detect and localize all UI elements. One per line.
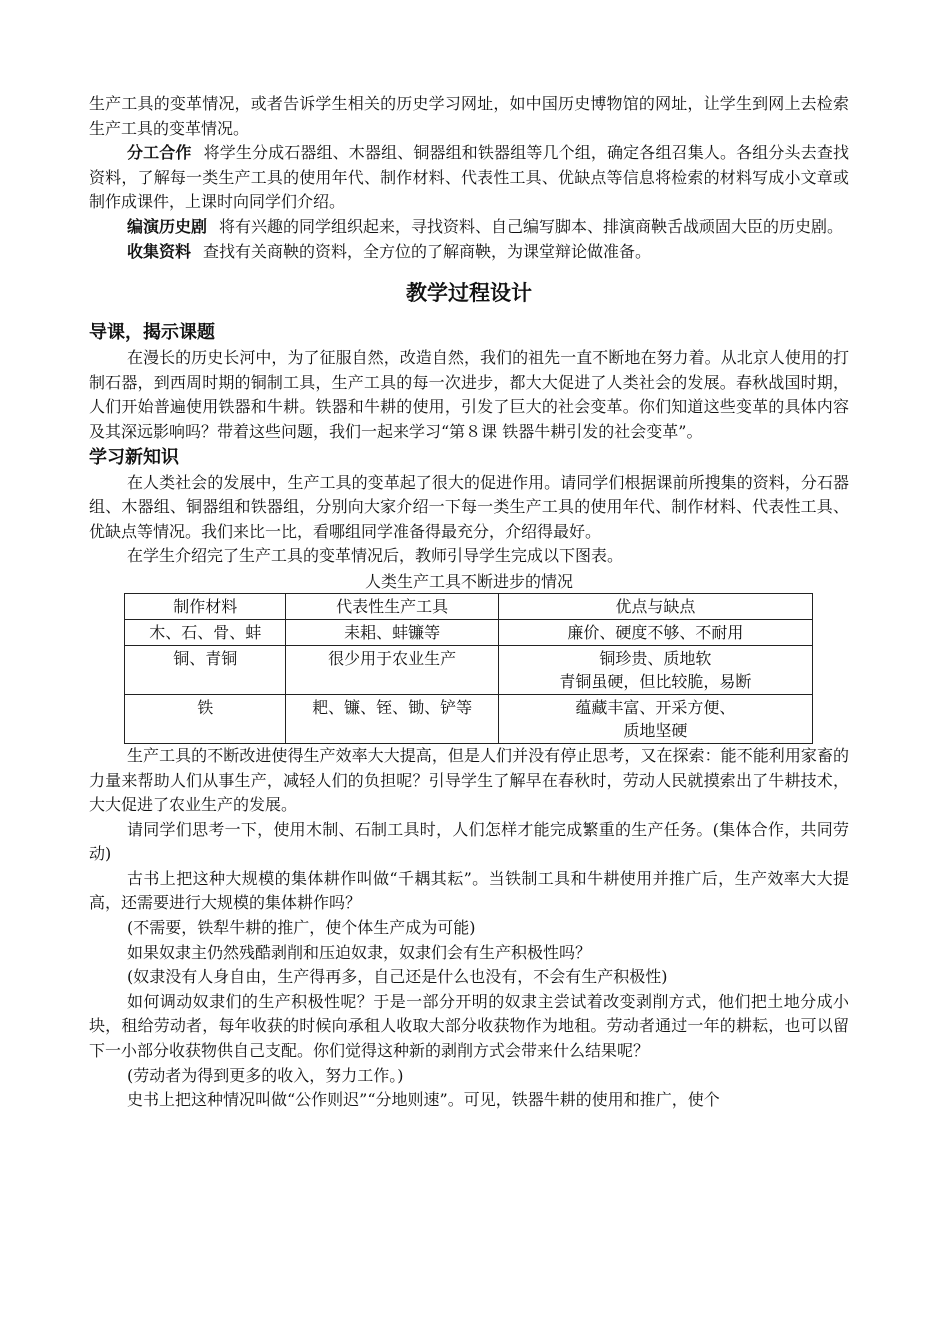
pros-cons-line: 铜珍贵、质地软 xyxy=(599,648,712,668)
table-cell-pros-cons xyxy=(498,694,812,743)
body-paragraph: 生产工具的不断改进使得生产效率大大提高，但是人们并没有停止思考，又在探索：能不能利用家畜的力量来帮助人们从事生产，减轻人们的负担呢？引导学生了解早在春秋时，劳动人民就摸索出了牛耕技术，大大促进了农业生产的发展。 xyxy=(89,745,849,815)
table-header-cell: 制作材料 xyxy=(125,593,286,619)
table-row xyxy=(125,619,813,645)
pros-cons-line: 廉价、硬度不够、不耐用 xyxy=(567,622,744,642)
pros-cons-line: 蕴藏丰富、开采方便、 xyxy=(575,697,736,717)
body-drama: 将有兴趣的同学组织起来，寻找资料、自己编写脚本、排演商鞅舌战顽固大臣的历史剧。 xyxy=(219,216,844,236)
lead-division: 分工合作 xyxy=(127,143,192,163)
table-cell-pros-cons xyxy=(498,619,812,645)
lead-drama: 编演历史剧 xyxy=(127,216,208,236)
body-answer: (劳动者为得到更多的收入，努力工作。) xyxy=(127,1065,404,1085)
intro-paragraph-collect xyxy=(89,240,849,265)
body-collect: 查找有关商鞅的资料，全方位的了解商鞅，为课堂辩论做准备。 xyxy=(203,241,652,261)
table-header-row xyxy=(125,593,813,619)
intro-paragraph-division xyxy=(89,141,849,215)
body-answer: (不需要，铁犁牛耕的推广，使个体生产成为可能) xyxy=(127,918,476,938)
table-cell-tools: 很少用于农业生产 xyxy=(286,645,498,694)
pros-cons-line: 青铜虽硬，但比较脆，易断 xyxy=(559,671,752,691)
table-cell-material: 铁 xyxy=(125,694,286,743)
body-paragraph: 古书上把这种大规模的集体耕作叫做“千耦其耘”。当铁制工具和牛耕使用并推广后，生产效率大大提高，还需要进行大规模的集体耕作吗？ xyxy=(89,868,849,913)
body-paragraph: 如何调动奴隶们的生产积极性呢？于是一部分开明的奴隶主尝试着改变剥削方式，他们把土地分成小块，租给劳动者，每年收获的时候向承租人收取大部分收获物作为地租。劳动者通过一年的耕耘，也可以留下一小部分收获物供自己支配。你们觉得这种新的剥削方式会带来什么结果呢？ xyxy=(89,991,849,1061)
body-answer: (奴隶没有人身自由，生产得再多，自己还是什么也没有，不会有生产积极性) xyxy=(127,967,668,987)
table-header-cell: 优点与缺点 xyxy=(498,593,812,619)
section-intro-paragraph: 在漫长的历史长河中，为了征服自然，改造自然，我们的祖先一直不断地在努力着。从北京人使用的打制石器，到西周时期的铜制工具，生产工具的每一次进步，都大大促进了人类社会的发展。春秋战国时期，人们开始普遍使用铁器和牛耕。铁器和牛耕的使用，引发了巨大的社会变革。你们知道这些变革的具体内容及其深远影响吗？带着这些问题，我们一起来学习“第８课 铁器牛耕引发的社会变革”。 xyxy=(89,348,849,441)
document-page xyxy=(89,92,849,1113)
new-knowledge-paragraph-2: 在学生介绍完了生产工具的变革情况后，教师引导学生完成以下图表。 xyxy=(127,546,624,566)
table-row xyxy=(125,694,813,743)
tools-table xyxy=(124,593,813,744)
table-cell-material: 铜、青铜 xyxy=(125,645,286,694)
intro-paragraph-drama xyxy=(89,215,849,240)
table-cell-tools: 耒耜、蚌镰等 xyxy=(286,619,498,645)
body-paragraph: 请同学们思考一下，使用木制、石制工具时，人们怎样才能完成繁重的生产任务。(集体合作，共同劳动) xyxy=(89,819,849,864)
intro-paragraph-1: 生产工具的变革情况，或者告诉学生相关的历史学习网址，如中国历史博物馆的网址，让学生到网上去检索生产工具的变革情况。 xyxy=(89,94,849,138)
section-heading-new-knowledge: 学习新知识 xyxy=(89,446,179,468)
table-cell-pros-cons xyxy=(498,645,812,694)
table-cell-material: 木、石、骨、蚌 xyxy=(125,619,286,645)
body-paragraph: 如果奴隶主仍然残酷剥削和压迫奴隶，奴隶们会有生产积极性吗？ xyxy=(127,942,592,962)
table-caption: 人类生产工具不断进步的情况 xyxy=(364,571,573,591)
section-heading-intro: 导课，揭示课题 xyxy=(89,322,215,344)
table-row xyxy=(125,645,813,694)
new-knowledge-paragraph-1: 在人类社会的发展中，生产工具的变革起了很大的促进作用。请同学们根据课前所搜集的资料，分石器组、木器组、铜器组和铁器组，分别向大家介绍一下每一类生产工具的使用年代、制作材料、代表性工具、优缺点等情况。我们来比一比，看哪组同学准备得最充分，介绍得最好。 xyxy=(89,472,849,541)
lead-collect: 收集资料 xyxy=(127,241,192,261)
body-paragraph: 史书上把这种情况叫做“公作则迟”“分地则速”。可见，铁器牛耕的使用和推广，使个 xyxy=(127,1090,720,1110)
table-header-cell: 代表性生产工具 xyxy=(286,593,498,619)
table-cell-tools: 耙、镰、铚、锄、铲等 xyxy=(286,694,498,743)
body-division: 将学生分成石器组、木器组、铜器组和铁器组等几个组，确定各组召集人。各组分头去查找资料，了解每一类生产工具的使用年代、制作材料、代表性工具、优缺点等信息将检索的材料写成小文章或制作成课件，上课时向同学们介绍。 xyxy=(89,143,849,212)
page-title: 教学过程设计 xyxy=(406,281,532,306)
pros-cons-line: 质地坚硬 xyxy=(623,720,688,740)
